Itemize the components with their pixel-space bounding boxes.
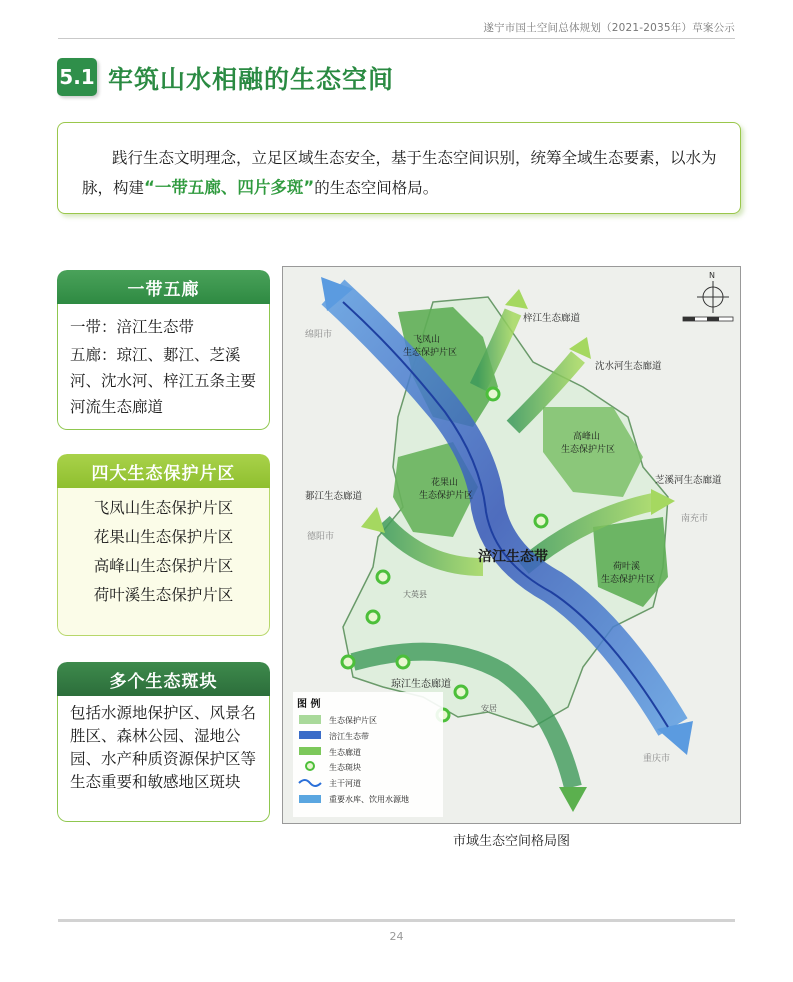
zone-item: 花果山生态保护片区 (93, 528, 234, 546)
label-corridor-qiongjiang: 琼江生态廊道 (391, 679, 451, 690)
legend-swatch-corridor (299, 747, 321, 755)
eco-patches-card (57, 662, 270, 822)
legend-label: 重要水库、饮用水源地 (329, 795, 409, 804)
patch (367, 611, 379, 623)
zone-item: 高峰山生态保护片区 (93, 557, 234, 575)
label-town-anju: 安居 (481, 704, 497, 713)
label-corridor-shenshui: 沈水河生态廊道 (595, 361, 662, 372)
patches-card-body: 包括水源地保护区、风景名胜区、森林公园、湿地公园、水产种质资源保护区等生态重要和敏感地区斑块 (57, 696, 270, 822)
label-neighbor-mianyang: 绵阳市 (305, 330, 333, 340)
zone-item: 荷叶溪生态保护片区 (93, 586, 234, 604)
label-zone-heye-1: 荷叶溪 (613, 562, 641, 572)
zones-card-title: 四大生态保护片区 (57, 454, 270, 488)
svg-text:N: N (709, 271, 715, 280)
legend-swatch-reservoir (299, 795, 321, 803)
intro-text-after: 的生态空间格局。 (314, 179, 439, 197)
label-corridor-zhixi: 芝溪河生态廊道 (655, 475, 722, 486)
label-corridor-zijiang: 梓江生态廊道 (523, 313, 581, 324)
legend-label: 生态保护片区 (329, 716, 377, 725)
legend-swatch-zone (299, 715, 321, 724)
patch (487, 388, 499, 400)
label-fujiang-belt: 涪江生态带 (478, 549, 548, 565)
legend-swatch-belt (299, 731, 321, 739)
map-svg (283, 267, 741, 824)
intro-highlight: “一带五廊、四片多斑” (144, 178, 315, 197)
belt-card-title: 一带五廊 (57, 270, 270, 304)
label-town-daying: 大英县 (403, 590, 427, 599)
map-caption: 市域生态空间格局图 (452, 834, 570, 849)
patch (455, 686, 467, 698)
label-zone-gaofeng-2: 生态保护片区 (561, 445, 616, 455)
header-divider (58, 38, 735, 39)
patch (397, 656, 409, 668)
label-zone-feifeng-2: 生态保护片区 (403, 348, 458, 358)
map-legend (293, 692, 443, 817)
legend-label: 涪江生态带 (329, 732, 369, 741)
belt-card-body (57, 304, 270, 430)
label-zone-heye-2: 生态保护片区 (601, 575, 656, 585)
patch (535, 515, 547, 527)
corridor-line: 五廊：琼江、郪江、芝溪河、沈水河、梓江五条主要河流生态廊道 (70, 346, 257, 416)
legend-label: 生态廊道 (329, 748, 361, 757)
label-corridor-qijiang: 郪江生态廊道 (305, 491, 363, 502)
belt-line: 一带：涪江生态带 (70, 318, 195, 336)
legend-swatch-patch (306, 762, 314, 770)
zone-item: 飞凤山生态保护片区 (93, 499, 234, 517)
label-zone-huaguo-2: 生态保护片区 (419, 491, 474, 501)
intro-text-before: 践行生态文明理念，立足区域生态安全，基于生态空间识别，统筹全域生态要素，以水为脉，构建 (82, 149, 717, 197)
page-number: 24 (389, 930, 404, 943)
zones-card-body (57, 488, 270, 636)
footer-divider (58, 919, 735, 922)
section-title: 牢筑山水相融的生态空间 (108, 65, 395, 94)
legend-title: 图 例 (297, 699, 321, 710)
belt-corridor-card (57, 270, 270, 430)
intro-text-box (57, 122, 741, 214)
label-zone-gaofeng-1: 高峰山 (573, 432, 601, 442)
label-neighbor-chongqing: 重庆市 (643, 754, 671, 764)
label-neighbor-nanchong: 南充市 (681, 514, 709, 524)
protection-zones-card (57, 454, 270, 636)
patches-card-title: 多个生态斑块 (57, 662, 270, 696)
scale-bar (683, 317, 733, 321)
label-zone-feifeng-1: 飞凤山 (413, 335, 441, 345)
label-zone-huaguo-1: 花果山 (431, 478, 459, 488)
ecological-pattern-map (282, 266, 741, 824)
patch (377, 571, 389, 583)
document-header-title: 遂宁市国土空间总体规划（2021-2035年）草案公示 (483, 22, 735, 34)
legend-label: 主干河道 (329, 779, 361, 788)
patch (342, 656, 354, 668)
section-number-badge: 5.1 (57, 58, 97, 96)
label-neighbor-deyang: 德阳市 (307, 532, 335, 542)
legend-label: 生态斑块 (329, 763, 361, 772)
